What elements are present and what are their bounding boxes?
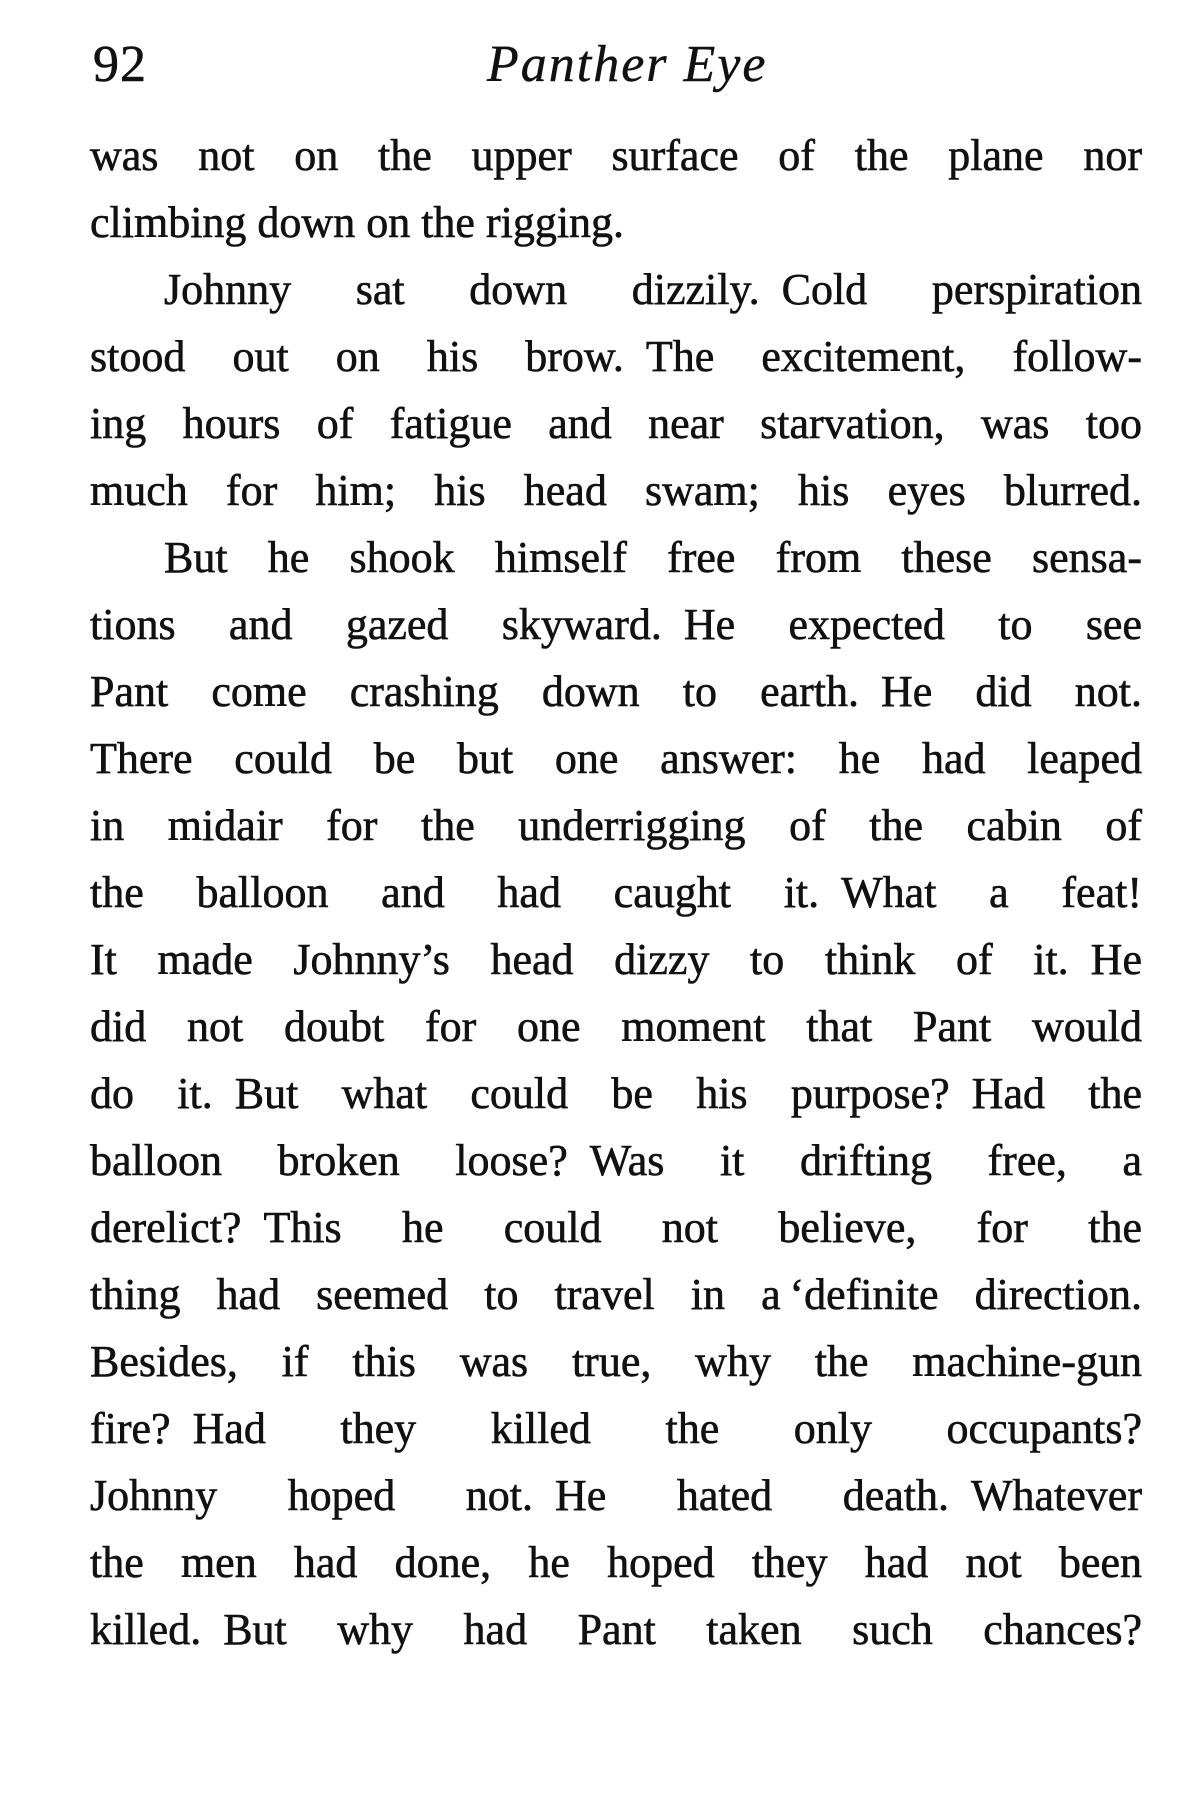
text-line: much for him; his head swam; his eyes blurred. [90,466,1142,515]
text-line: did not doubt for one moment that Pant would [90,1002,1142,1051]
text-line: the balloon and had caught it. What a feat! [90,868,1142,917]
body-text [90,122,1142,1663]
running-title: Panther Eye [487,36,768,93]
text-line: But he shook himself free from these sensa- [164,533,1142,582]
text-line: There could be but one answer: he had leaped [90,734,1142,783]
text-line: It made Johnny’s head dizzy to think of it. He [90,935,1142,984]
text-line: thing had seemed to travel in a ‘definite direction. [90,1270,1142,1319]
text-line: stood out on his brow. The excitement, follow- [90,332,1142,381]
text-line: derelict? This he could not believe, for the [90,1203,1142,1252]
text-line: the men had done, he hoped they had not been [90,1538,1142,1587]
text-line: climbing down on the rigging. [90,198,625,247]
text-line: do it. But what could be his purpose? Had the [90,1069,1142,1118]
text-line: Johnny hoped not. He hated death. Whatever [90,1471,1142,1520]
text-line: Johnny sat down dizzily. Cold perspiration [164,265,1142,314]
text-line: was not on the upper surface of the plane nor [90,131,1142,180]
page-header [0,36,1192,106]
text-line: killed. But why had Pant taken such chances? [90,1605,1142,1654]
text-line: balloon broken loose? Was it drifting free, a [90,1136,1142,1185]
page-number: 92 [93,36,147,93]
text-line: fire? Had they killed the only occupants? [90,1404,1142,1453]
text-line: ing hours of fatigue and near starvation, was too [90,399,1142,448]
text-line: Besides, if this was true, why the machine-gun [90,1337,1142,1386]
text-line: Pant come crashing down to earth. He did not. [90,667,1142,716]
text-line: tions and gazed skyward. He expected to see [90,600,1142,649]
text-line: in midair for the underrigging of the cabin of [90,801,1142,850]
